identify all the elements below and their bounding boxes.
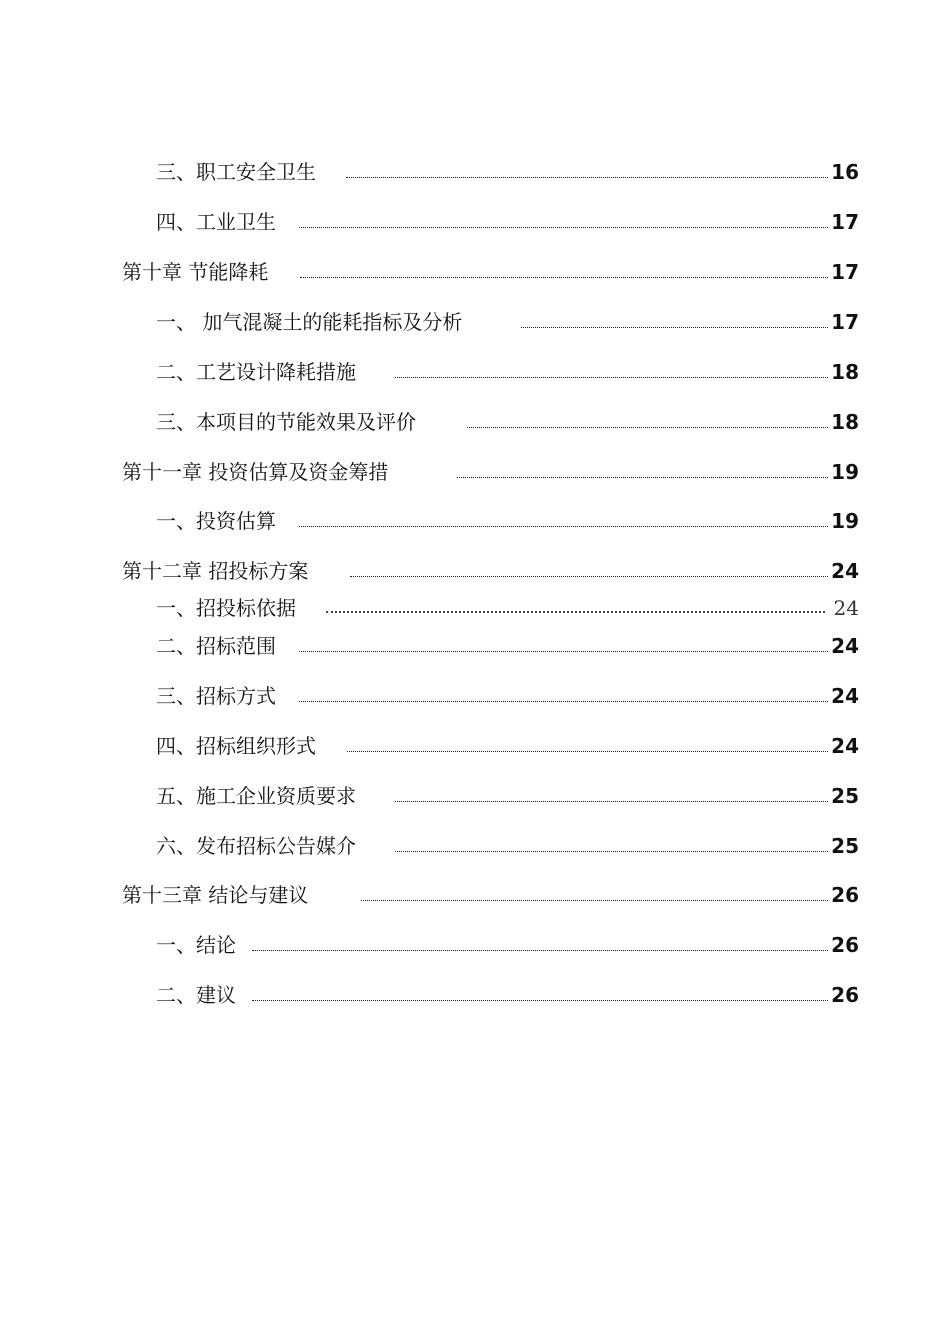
toc-leader [457,477,828,478]
toc-entry-title: 一、招投标依据 [156,596,296,620]
toc-leader [347,751,828,752]
toc-page-number: 17 [831,210,859,234]
toc-entry-title: 二、建议 [156,983,236,1007]
toc-entry-title: 五、施工企业资质要求 [156,784,356,808]
toc-page-number: 24 [833,596,859,620]
toc-page-number: 17 [831,310,859,334]
toc-leader [467,427,828,428]
toc-leader [395,377,828,378]
toc-leader [252,950,828,951]
toc-leader [300,277,828,278]
toc-leader [326,611,825,613]
toc-page-number: 19 [831,460,859,484]
toc-leader [395,851,828,852]
toc-entry-title: 六、发布招标公告媒介 [156,834,356,858]
toc-page-number: 16 [831,160,859,184]
toc-page-number: 18 [831,360,859,384]
toc-entry[interactable] [0,680,950,712]
toc-leader [252,1000,828,1001]
toc-entry-title: 三、本项目的节能效果及评价 [156,410,416,434]
toc-entry-title: 三、职工安全卫生 [156,160,316,184]
toc-entry[interactable] [0,630,950,662]
toc-leader [299,526,828,527]
toc-entry[interactable] [0,592,950,624]
toc-page-number: 24 [831,559,859,583]
toc-entry[interactable] [0,156,950,188]
toc-entry-title: 一、结论 [156,933,236,957]
toc-entry-title: 第十二章 招投标方案 [122,559,309,583]
toc-chapter-entry[interactable] [0,555,950,587]
toc-entry[interactable] [0,979,950,1011]
toc-chapter-entry[interactable] [0,256,950,288]
toc-entry-title: 一、投资估算 [156,509,276,533]
toc-leader [521,327,828,328]
toc-entry-title: 第十章 节能降耗 [122,260,269,284]
toc-entry[interactable] [0,780,950,812]
toc-entry-title: 二、工艺设计降耗措施 [156,360,356,384]
toc-page-number: 24 [831,684,859,708]
toc-chapter-entry[interactable] [0,879,950,911]
toc-page-number: 18 [831,410,859,434]
toc-leader [346,177,828,178]
toc-entry-title: 四、招标组织形式 [156,734,316,758]
toc-page-number: 26 [831,883,859,907]
toc-entry[interactable] [0,929,950,961]
toc-page-number: 24 [831,734,859,758]
toc-page-number: 19 [831,509,859,533]
toc-entry[interactable] [0,505,950,537]
toc-entry[interactable] [0,406,950,438]
toc-entry-title: 三、招标方式 [156,684,276,708]
toc-entry-title: 第十三章 结论与建议 [122,883,309,907]
toc-leader [361,900,828,901]
toc-entry-title: 第十一章 投资估算及资金筹措 [122,460,389,484]
toc-entry-title: 一、 加气混凝土的能耗指标及分析 [156,310,463,334]
toc-leader [299,227,828,228]
toc-entry[interactable] [0,356,950,388]
toc-entry-title: 四、工业卫生 [156,210,276,234]
toc-leader [350,576,828,577]
toc-page-number: 26 [831,933,859,957]
toc-page-number: 17 [831,260,859,284]
toc-entry[interactable] [0,730,950,762]
toc-chapter-entry[interactable] [0,456,950,488]
toc-entry[interactable] [0,206,950,238]
toc-page-number: 24 [831,634,859,658]
toc-page-number: 25 [831,834,859,858]
toc-entry-title: 二、招标范围 [156,634,276,658]
toc-page-number: 25 [831,784,859,808]
toc-leader [299,651,828,652]
toc-leader [299,701,828,702]
toc-leader [395,801,828,802]
toc-page-number: 26 [831,983,859,1007]
toc-entry[interactable] [0,306,950,338]
toc-entry[interactable] [0,830,950,862]
